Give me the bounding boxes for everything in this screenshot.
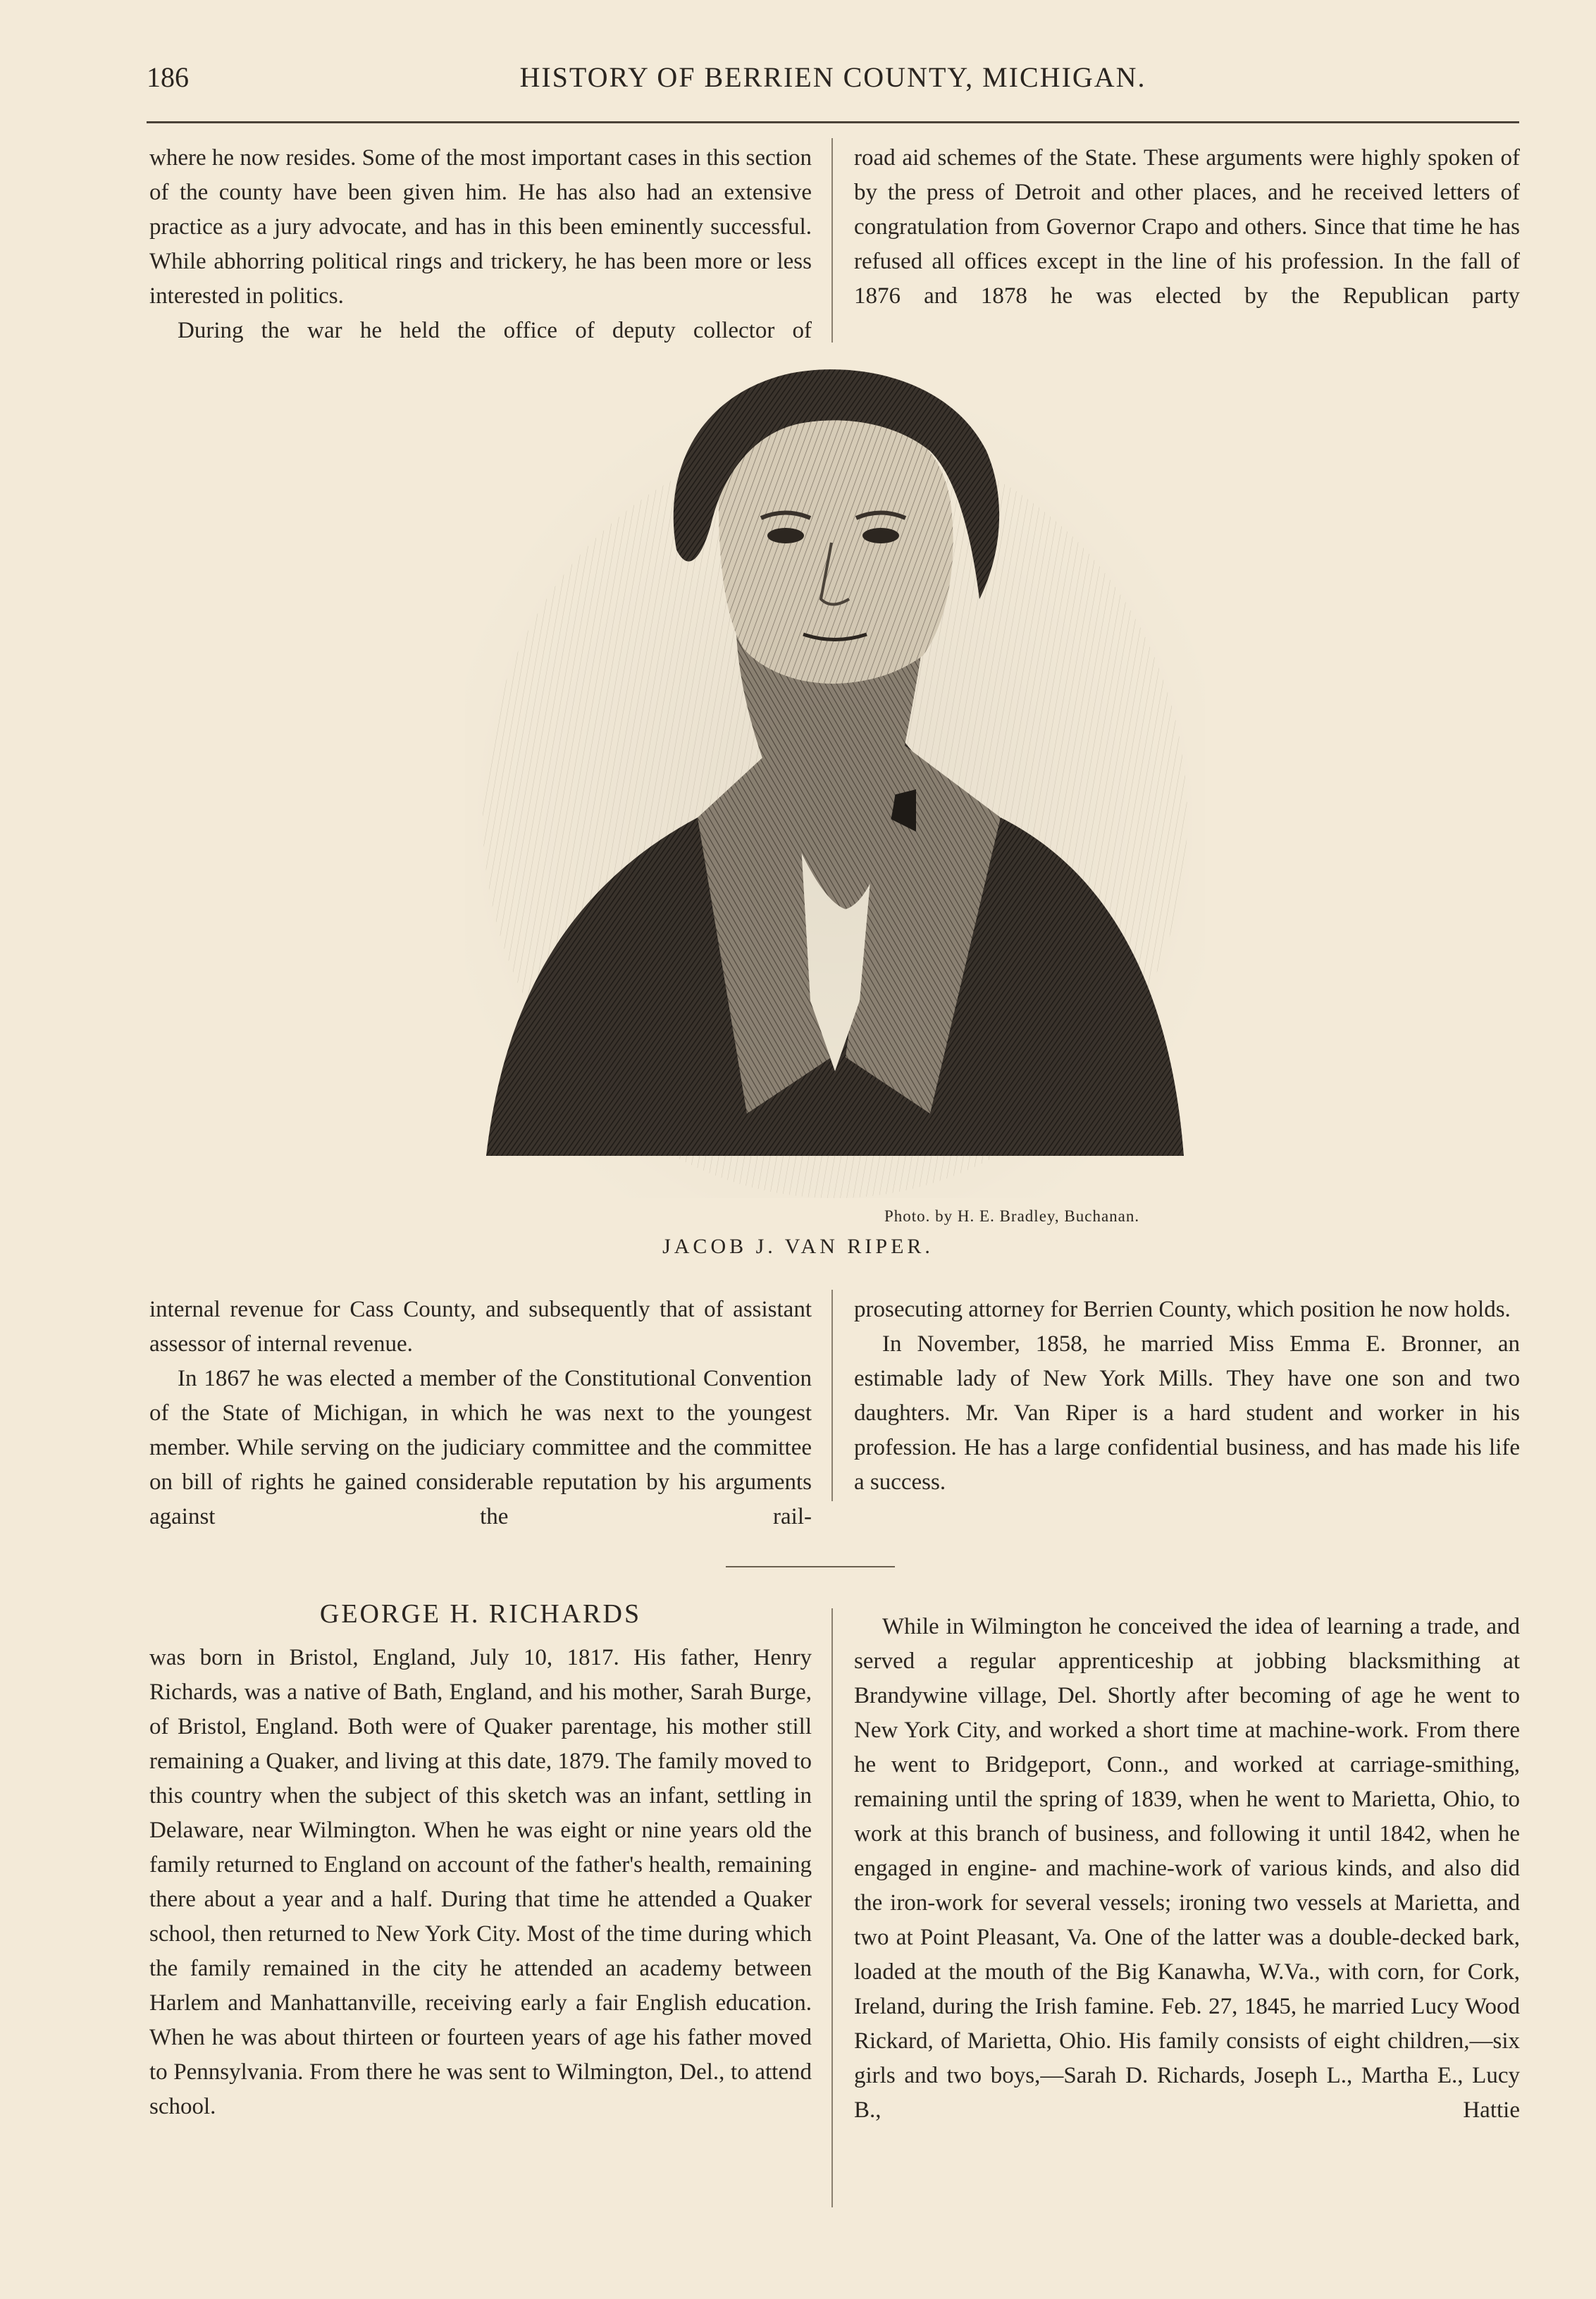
photo-credit: Photo. by H. E. Bradley, Buchanan. — [884, 1207, 1140, 1225]
header-rule — [147, 121, 1519, 123]
paragraph: was born in Bristol, England, July 10, 1817. His father, Henry Richards, was a native of Bath, England, and his mother, Sarah Burge, of Bristol, England. Both were of Quaker parentage, his mother still remaining a Quaker, and living at this date, 1879. The family moved to this country when the subject of this sketch was an infant, settling in Delaware, near Wilmington. When he was eight or nine years old the family returned to England on account of the father's health, remaining there about a year and a half. During that time he attended a Quaker school, then returned to New York City. Most of the time during which the family remained in the city he attended an academy between Harlem and Manhattanville, receiving early a fair English education. When he was about thirteen or fourteen years of age his father moved to Pennsylvania. From there he was sent to Wilmington, Del., to attend school. — [149, 1645, 812, 2119]
biography-heading: GEORGE H. RICHARDS — [319, 1599, 642, 1629]
biography-right-column — [854, 1610, 1520, 2128]
paragraph: road aid schemes of the State. These arguments were highly spoken of by the press of Detroit and other places, and he received letters of congratulation from Governor Crapo and others. Since that time he has refused all offices except in the line of his profession. In the fall of 1876 and 1878 he was elected by the Republican party — [854, 145, 1520, 309]
column-divider — [831, 1290, 833, 1501]
section-divider — [726, 1566, 895, 1567]
paragraph: During the war he held the office of deputy collector of — [178, 318, 812, 343]
running-head: HISTORY OF BERRIEN COUNTY, MICHIGAN. — [519, 61, 1146, 93]
middle-left-column — [149, 1293, 812, 1534]
paragraph: internal revenue for Cass County, and subsequently that of assistant assessor of internal revenue. — [149, 1297, 812, 1357]
paragraph: While in Wilmington he conceived the idea of learning a trade, and served a regular apprenticeship at jobbing blacksmithing at Brandywine village, Del. Shortly after becoming of age he went to New York City, and worked a short time at machine-work. From there he went to Bridgeport, Conn., and worked at carriage-smithing, remaining until the spring of 1839, when he went to Marietta, Ohio, to work at this branch of business, and following it until 1842, when he engaged in engine- and machine-work of various kinds, and also did the iron-work for several vessels; ironing two vessels at Marietta, and two at Point Pleasant, Va. One of the latter was a double-decked bark, loaded at the mouth of the Big Kanawha, W.Va., with corn, for Cork, Ireland, during the Irish famine. Feb. 27, 1845, he married Lucy Wood Rickard, of Marietta, Ohio. His family consists of eight children,—six girls and two boys,—Sarah D. Richards, Joseph L., Martha E., Lucy B., Hattie — [854, 1614, 1520, 2123]
paragraph: In November, 1858, he married Miss Emma E. Bronner, an estimable lady of New York Mills. They have one son and two daughters. Mr. Van Riper is a hard student and worker in his profession. He has a large confidential business, and has made his life a success. — [854, 1331, 1520, 1495]
column-divider — [831, 1608, 833, 2207]
portrait-caption: JACOB J. VAN RIPER. — [662, 1235, 934, 1258]
paragraph: prosecuting attorney for Berrien County, which position he now holds. — [854, 1297, 1511, 1322]
biography-left-column — [149, 1641, 812, 2124]
top-right-column — [854, 141, 1520, 314]
page-header — [147, 61, 1519, 103]
middle-right-column — [854, 1293, 1520, 1500]
portrait-engraving — [465, 366, 1205, 1198]
paragraph: In 1867 he was elected a member of the Constitutional Convention of the State of Michigan, in which he was next to the youngest member. While serving on the judiciary committee and the committee on bill of rights he gained considerable reputation by his arguments against the rail- — [149, 1366, 812, 1529]
paragraph: where he now resides. Some of the most important cases in this section of the county have been given him. He has also had an extensive practice as a jury advocate, and has in this been eminently successful. While abhorring political rings and trickery, he has been more or less interested in politics. — [149, 145, 812, 309]
column-divider — [831, 138, 833, 343]
top-left-column — [149, 141, 812, 348]
page-number: 186 — [147, 61, 189, 93]
